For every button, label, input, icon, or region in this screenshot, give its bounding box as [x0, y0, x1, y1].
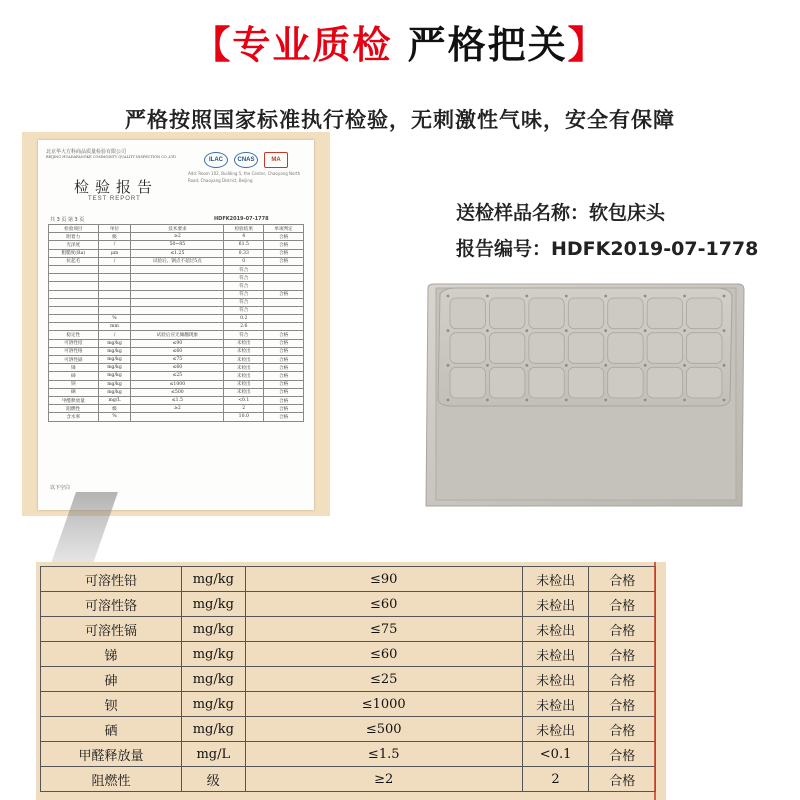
report-row [49, 290, 304, 298]
table-cell: mg/kg [181, 667, 245, 692]
report-cell: 光泽度 [49, 241, 99, 249]
tuft-cushion [450, 367, 485, 398]
report-cell: ≤1000 [131, 380, 224, 388]
report-cell: 硒 [49, 388, 99, 396]
report-cell: 合格 [264, 364, 304, 372]
report-cell: 可溶性铬 [49, 347, 99, 355]
sample-name: 送检样品名称：软包床头 [456, 202, 666, 224]
table-cell: 合格 [589, 742, 656, 767]
tuft-button [525, 329, 528, 332]
table-cell: 未检出 [522, 567, 589, 592]
report-cell: 合格 [264, 241, 304, 249]
report-cell: 粗糙度(Ra) [49, 249, 99, 257]
report-cell: mm [98, 323, 131, 331]
report-cell: 合格 [264, 372, 304, 380]
report-row [49, 233, 304, 241]
tuft-cushion [608, 298, 643, 329]
report-cell: % [98, 315, 131, 323]
report-cell: % [98, 413, 131, 421]
report-cell: 试验后，钢点不超过5点 [131, 257, 224, 265]
tuft-button [486, 329, 489, 332]
table-cell: ≤60 [245, 592, 522, 617]
report-cell: 合格 [264, 405, 304, 413]
report-row [49, 396, 304, 404]
report-cell [131, 413, 224, 421]
report-cell: 符合 [224, 290, 264, 298]
report-number-label: 报告编号：HDFK2019-07-1778 [456, 238, 759, 260]
report-cell: 合格 [264, 249, 304, 257]
table-row [41, 667, 656, 692]
report-subtitle: TEST REPORT [88, 196, 141, 202]
table-cell: ≤25 [245, 667, 522, 692]
report-row [49, 249, 304, 257]
tuft-button [723, 364, 726, 367]
report-mini-table [48, 224, 304, 422]
report-cell: 0.2 [224, 315, 264, 323]
report-cell: 合格 [264, 347, 304, 355]
report-cell [264, 315, 304, 323]
tuft-button [565, 364, 568, 367]
headline-bracket-open: 【 [192, 23, 233, 67]
tuft-button [486, 364, 489, 367]
report-cell: ≤1.5 [131, 396, 224, 404]
report-cell: 0.33 [224, 249, 264, 257]
report-cell [264, 282, 304, 290]
tuft-cushion [450, 298, 485, 329]
tuft-cushion [687, 298, 722, 329]
tuft-button [525, 399, 528, 402]
tuft-cushion [568, 367, 603, 398]
tuft-cushion [529, 333, 564, 364]
report-cell: 未检出 [224, 372, 264, 380]
table-cell: ≤1.5 [245, 742, 522, 767]
report-cell: 2 [224, 405, 264, 413]
tuft-button [604, 329, 607, 332]
table-cell: 合格 [589, 592, 656, 617]
tuft-button [683, 329, 686, 332]
table-cell: 合格 [589, 667, 656, 692]
tuft-cushion [489, 298, 524, 329]
report-cell: 符合 [224, 331, 264, 339]
report-cell: 锑 [49, 364, 99, 372]
report-cell [98, 298, 131, 306]
report-cell: 未检出 [224, 364, 264, 372]
table-cell: 甲醛释放量 [41, 742, 182, 767]
report-cell [49, 265, 99, 273]
tuft-button [447, 399, 450, 402]
tuft-cushion [489, 333, 524, 364]
report-cell: 合格 [264, 290, 304, 298]
report-page: 共 3 页 第 3 页 [50, 217, 85, 223]
tuft-button [525, 364, 528, 367]
tuft-cushion [647, 333, 682, 364]
tuft-cushion [529, 367, 564, 398]
report-cell: 符合 [224, 298, 264, 306]
report-cell: 钡 [49, 380, 99, 388]
table-cell: 可溶性铅 [41, 567, 182, 592]
report-cell: / [98, 241, 131, 249]
report-cell [264, 306, 304, 314]
report-cell: 0 [224, 257, 264, 265]
report-cell: 稳定性 [49, 331, 99, 339]
report-cell [131, 315, 224, 323]
table-cell: mg/kg [181, 692, 245, 717]
report-cell: 符合 [224, 274, 264, 282]
table-cell: 级 [181, 767, 245, 792]
logo-ilac-icon: CNAS [234, 152, 258, 168]
tuft-cushion [608, 333, 643, 364]
report-cell: 50~85 [131, 241, 224, 249]
report-row [49, 364, 304, 372]
report-cell: ≤25 [131, 372, 224, 380]
report-cell: 合格 [264, 331, 304, 339]
report-cell: 含水率 [49, 413, 99, 421]
report-row [49, 323, 304, 331]
table-cell: 未检出 [522, 692, 589, 717]
tuft-button [723, 399, 726, 402]
table-row [41, 717, 656, 742]
table-cell: 合格 [589, 717, 656, 742]
report-address: Add: Room 102, Building 5, the Center, Chaoyang North Road, Chaoyang District, Beijing [188, 171, 301, 183]
table-cell: 锑 [41, 642, 182, 667]
tuft-button [644, 364, 647, 367]
tuft-button [604, 399, 607, 402]
table-cell: mg/kg [181, 567, 245, 592]
tuft-cushion [608, 367, 643, 398]
report-cell [264, 298, 304, 306]
table-cell: ≤1000 [245, 692, 522, 717]
report-cell: 附着力 [49, 233, 99, 241]
headline-highlight: 专业质检 [232, 23, 393, 67]
table-cell: 钡 [41, 692, 182, 717]
report-row [49, 388, 304, 396]
report-row [49, 413, 304, 421]
table-cell: 未检出 [522, 642, 589, 667]
tuft-cushion [647, 298, 682, 329]
report-cell: ≤60 [131, 347, 224, 355]
tuft-button [565, 399, 568, 402]
table-cell: 合格 [589, 617, 656, 642]
table-cell: 未检出 [522, 717, 589, 742]
report-cell: 砷 [49, 372, 99, 380]
tuft-cushion [529, 298, 564, 329]
report-cell [49, 323, 99, 331]
tuft-button [683, 295, 686, 298]
report-cell [131, 282, 224, 290]
report-cell [49, 315, 99, 323]
table-cell: ≤500 [245, 717, 522, 742]
report-cell [131, 323, 224, 331]
report-cell: 阻燃性 [49, 405, 99, 413]
report-cell: mg/kg [98, 339, 131, 347]
report-cell: 单项判定 [264, 225, 304, 233]
report-cell: 合格 [264, 257, 304, 265]
test-report-document [38, 140, 314, 510]
report-cell: 符合 [224, 265, 264, 273]
report-row [49, 241, 304, 249]
table-row [41, 617, 656, 642]
table-cell: 未检出 [522, 667, 589, 692]
tuft-cushion [450, 333, 485, 364]
report-footer: 以下空白 [50, 485, 71, 491]
report-cell [131, 290, 224, 298]
table-row [41, 742, 656, 767]
report-row [49, 315, 304, 323]
logo-ma-icon: MA [264, 152, 288, 168]
report-cell: 检验结果 [224, 225, 264, 233]
report-cell: 检验项目 [49, 225, 99, 233]
table-row [41, 642, 656, 667]
table-row [41, 692, 656, 717]
table-cell: 合格 [589, 692, 656, 717]
tuft-button [644, 295, 647, 298]
table-cell: 可溶性镉 [41, 617, 182, 642]
table-cell: mg/kg [181, 617, 245, 642]
report-number: HDFK2019-07-1778 [214, 216, 269, 222]
report-cell: / [98, 257, 131, 265]
report-cell: 未检出 [224, 388, 264, 396]
table-cell: 可溶性铬 [41, 592, 182, 617]
report-cell [264, 265, 304, 273]
report-cell: 未检出 [224, 356, 264, 364]
zoomed-results-table [40, 566, 656, 792]
tuft-button [683, 364, 686, 367]
tuft-button [486, 295, 489, 298]
tuft-button [683, 399, 686, 402]
table-cell: mg/L [181, 742, 245, 767]
tuft-cushion [687, 367, 722, 398]
table-cell: 2 [522, 767, 589, 792]
table-cell: 合格 [589, 642, 656, 667]
report-cell: 合格 [264, 396, 304, 404]
table-row [41, 767, 656, 792]
report-cell: mg/L [98, 396, 131, 404]
table-cell: ≤90 [245, 567, 522, 592]
report-cell [98, 265, 131, 273]
report-cell [49, 274, 99, 282]
report-row [49, 257, 304, 265]
table-cell: 合格 [589, 767, 656, 792]
report-cell: mg/kg [98, 372, 131, 380]
table-cell: 未检出 [522, 592, 589, 617]
report-cell [49, 282, 99, 290]
tuft-button [723, 295, 726, 298]
report-cell: μm [98, 249, 131, 257]
report-cell: 4 [224, 233, 264, 241]
table-cell: mg/kg [181, 592, 245, 617]
logo-cnas-icon: ILAC [204, 152, 228, 168]
report-cell [98, 290, 131, 298]
table-cell: 砷 [41, 667, 182, 692]
report-cell: 2.6 [224, 323, 264, 331]
tuft-button [565, 295, 568, 298]
tuft-button [447, 364, 450, 367]
report-cell: 符合 [224, 306, 264, 314]
table-row [41, 567, 656, 592]
tuft-button [486, 399, 489, 402]
report-cell [98, 306, 131, 314]
report-cell: 合格 [264, 413, 304, 421]
table-cell: 阻燃性 [41, 767, 182, 792]
report-cell: 符合 [224, 282, 264, 290]
report-title: 检验报告 [74, 178, 159, 196]
tuft-cushion [489, 367, 524, 398]
report-cell: ≤60 [131, 364, 224, 372]
tuft-button [644, 399, 647, 402]
report-cell: 试验后应无倾翻现象 [131, 331, 224, 339]
report-cell: 可溶性镉 [49, 356, 99, 364]
report-cell [131, 274, 224, 282]
report-row [49, 331, 304, 339]
tuft-cushion [568, 298, 603, 329]
report-row [49, 265, 304, 273]
table-cell: ≥2 [245, 767, 522, 792]
report-row [49, 339, 304, 347]
report-cell [49, 298, 99, 306]
report-cell: 未检出 [224, 339, 264, 347]
table-cell: 未检出 [522, 617, 589, 642]
report-cell [98, 282, 131, 290]
report-row [49, 380, 304, 388]
page-subtitle: 严格按照国家标准执行检验，无刺激性气味，安全有保障 [125, 108, 675, 132]
report-cell: ≥2 [131, 405, 224, 413]
tuft-button [525, 295, 528, 298]
report-cell: 合格 [264, 356, 304, 364]
report-cell: 甲醛释放量 [49, 396, 99, 404]
table-cell: ≤75 [245, 617, 522, 642]
report-cell: 可溶性铅 [49, 339, 99, 347]
report-cell [264, 274, 304, 282]
report-cell [98, 274, 131, 282]
report-cell: mg/kg [98, 364, 131, 372]
report-row [49, 405, 304, 413]
report-cell: 未检出 [224, 380, 264, 388]
report-cell: 10.0 [224, 413, 264, 421]
tuft-button [565, 329, 568, 332]
report-row [49, 372, 304, 380]
report-cell [49, 306, 99, 314]
table-edge-line [654, 562, 656, 800]
report-cell: / [98, 331, 131, 339]
report-cell [49, 290, 99, 298]
report-row [49, 356, 304, 364]
table-cell: mg/kg [181, 642, 245, 667]
report-cell: 合格 [264, 388, 304, 396]
tuft-button [447, 295, 450, 298]
report-cell: 合格 [264, 380, 304, 388]
report-cell [264, 323, 304, 331]
report-cell: 级 [98, 233, 131, 241]
report-cell: ≤75 [131, 356, 224, 364]
tuft-cushion [568, 333, 603, 364]
report-row [49, 347, 304, 355]
report-cell: 单位 [98, 225, 131, 233]
report-row [49, 306, 304, 314]
report-company: 北京华大方科商品质量检验有限公司 BEIJING HUADAFANGKE COMMODITY QUALITY INSPECTION CO.,LTD [46, 149, 176, 159]
tuft-button [644, 329, 647, 332]
report-cell: mg/kg [98, 388, 131, 396]
report-cell: 合格 [264, 339, 304, 347]
table-cell: 硒 [41, 717, 182, 742]
tuft-cushion [647, 367, 682, 398]
report-cell: 未检出 [224, 347, 264, 355]
tuft-button [723, 329, 726, 332]
report-cell: ≤90 [131, 339, 224, 347]
report-cell: <0.1 [224, 396, 264, 404]
headline-bracket-close: 】 [567, 23, 608, 67]
table-cell: <0.1 [522, 742, 589, 767]
headline-rest: 严格把关 [407, 23, 568, 67]
report-cell: 61.5 [224, 241, 264, 249]
certification-logos [204, 152, 288, 168]
report-cell: 级 [98, 405, 131, 413]
headboard-image [420, 282, 748, 510]
report-cell: ≤500 [131, 388, 224, 396]
page-headline [0, 14, 800, 69]
tuft-cushion [687, 333, 722, 364]
tuft-button [604, 295, 607, 298]
report-cell: ≥2 [131, 233, 224, 241]
report-cell [131, 298, 224, 306]
report-cell: 技术要求 [131, 225, 224, 233]
table-row [41, 592, 656, 617]
table-cell: ≤60 [245, 642, 522, 667]
report-cell: mg/kg [98, 356, 131, 364]
report-cell [131, 265, 224, 273]
report-row [49, 225, 304, 233]
table-cell: 合格 [589, 567, 656, 592]
report-row [49, 298, 304, 306]
table-cell: mg/kg [181, 717, 245, 742]
report-cell: mg/kg [98, 347, 131, 355]
report-row [49, 282, 304, 290]
tuft-button [604, 364, 607, 367]
report-cell [131, 306, 224, 314]
tuft-button [447, 329, 450, 332]
report-row [49, 274, 304, 282]
report-cell: 抗起毛 [49, 257, 99, 265]
report-cell: 合格 [264, 233, 304, 241]
report-cell: mg/kg [98, 380, 131, 388]
report-cell: ≤1.25 [131, 249, 224, 257]
